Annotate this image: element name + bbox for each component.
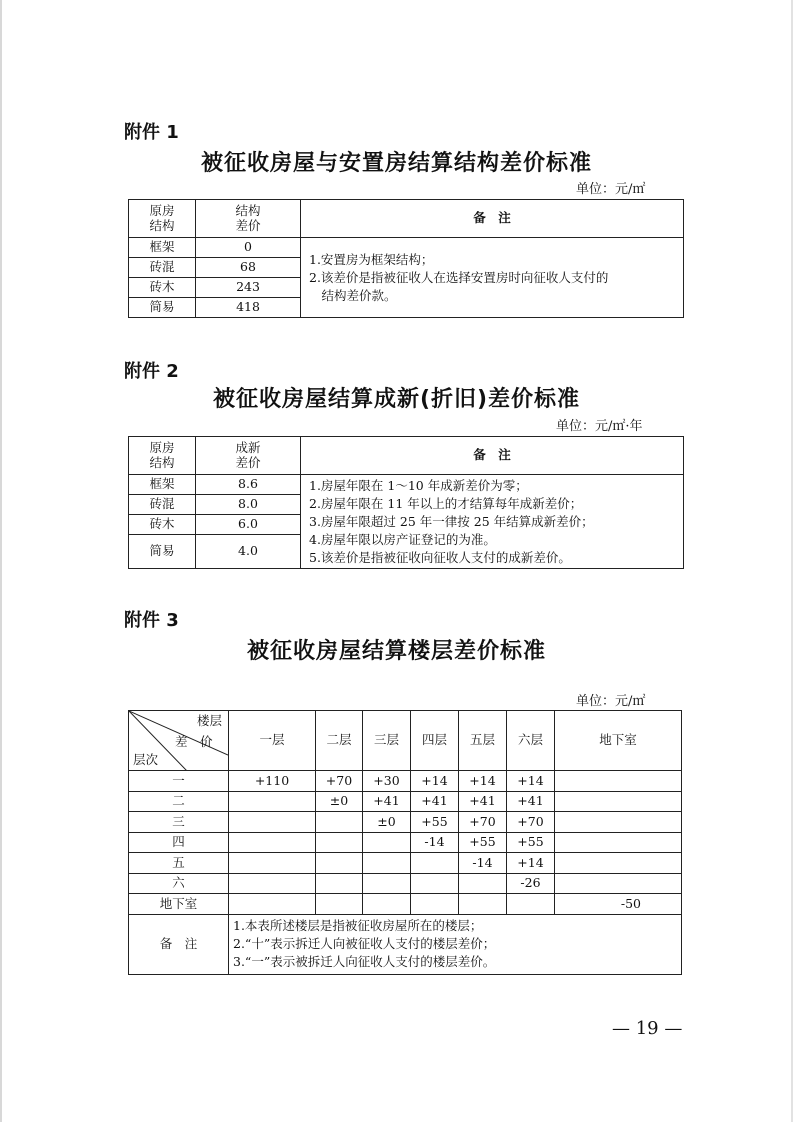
row-structure: 砖木 [129,278,196,298]
attachment-3-label: 附件 3 [124,610,179,631]
floor-price-cell [363,873,411,894]
row-value: 418 [196,298,301,318]
floor-price-cell [555,853,682,874]
column-header: 地下室 [555,711,682,771]
floor-row [129,832,682,853]
floor-rows [129,771,682,915]
floor-price-cell [459,873,507,894]
row-value: 243 [196,278,301,298]
floor-price-cell [229,853,316,874]
depreciation-price-table [128,436,684,569]
floor-row-label: 四 [129,832,229,853]
row-structure: 框架 [129,475,196,495]
corner-floor-label: 楼层 [196,713,222,728]
floor-row [129,873,682,894]
row-value: 68 [196,258,301,278]
remark-line: 5.该差价是指被征收向征收人支付的成新差价。 [309,549,571,565]
remark-line: 3.“一”表示被拆迁人向征收人支付的楼层差价。 [233,954,496,969]
attachment-2-unit: 单位：元/㎡·年 [556,419,643,434]
row-structure: 框架 [129,238,196,258]
floor-price-cell: +70 [316,771,363,792]
attachment-2-title: 被征收房屋结算成新(折旧)差价标准 [212,387,581,412]
remark-line: 4.房屋年限以房产证登记的为准。 [309,531,496,547]
remark-line: 1.本表所述楼层是指被征收房屋所在的楼层； [233,918,483,933]
floor-price-cell: +14 [507,771,555,792]
attachment-1-unit: 单位：元/㎡ [576,182,646,197]
floor-price-cell [411,894,459,915]
floor-price-cell: ±0 [316,791,363,812]
floor-price-cell [363,894,411,915]
corner-price-label: 差 价 [175,734,213,749]
structure-price-table [128,199,684,318]
attachment-1-label: 附件 1 [124,122,179,143]
floor-row-label: 地下室 [129,894,229,915]
page-number: — 19 — [612,1018,683,1039]
floor-price-cell: +30 [363,771,411,792]
floor-price-cell [555,791,682,812]
remarks-cell [229,914,682,974]
remark-line: 1.安置房为框架结构； [309,251,434,267]
floor-price-cell: +14 [507,853,555,874]
floor-price-cell [316,812,363,833]
floor-row-label: 六 [129,873,229,894]
remarks-cell [301,238,684,318]
column-header: 六层 [507,711,555,771]
row-value: 6.0 [196,515,301,535]
row-value: 8.0 [196,495,301,515]
floor-price-cell [229,812,316,833]
attachment-1-title: 被征收房屋与安置房结算结构差价标准 [200,151,592,176]
floor-row-label: 三 [129,812,229,833]
remarks-label: 备 注 [129,914,229,974]
remark-line: 2.该差价是指被征收人在选择安置房时向征收人支付的 [309,269,609,285]
header-remarks: 备 注 [301,200,684,238]
floor-row-label: 五 [129,853,229,874]
row-structure: 砖混 [129,495,196,515]
floor-price-cell: -26 [507,873,555,894]
floor-price-cell: +41 [507,791,555,812]
floor-price-cell: +55 [459,832,507,853]
floor-price-cell: +14 [411,771,459,792]
column-header: 二层 [316,711,363,771]
floor-price-cell: +55 [507,832,555,853]
floor-row [129,853,682,874]
column-header: 五层 [459,711,507,771]
header-structure: 原房 结构 [129,437,196,475]
floor-price-cell [229,791,316,812]
floor-row-label: 一 [129,771,229,792]
floor-row [129,771,682,792]
floor-price-cell [411,873,459,894]
floor-price-table [128,710,682,975]
floor-price-cell [316,832,363,853]
floor-price-cell: -14 [459,853,507,874]
floor-price-cell [229,832,316,853]
floor-price-cell [507,894,555,915]
floor-price-cell [229,873,316,894]
floor-price-cell [555,771,682,792]
floor-price-cell [459,894,507,915]
floor-price-cell: +110 [229,771,316,792]
floor-price-cell [316,894,363,915]
floor-price-cell [363,853,411,874]
floor-row-label: 二 [129,791,229,812]
floor-price-cell: +41 [459,791,507,812]
row-structure: 简易 [129,298,196,318]
floor-price-cell: +14 [459,771,507,792]
header-remarks: 备 注 [301,437,684,475]
remark-line: 2.房屋年限在 11 年以上的才结算每年成新差价； [309,495,583,511]
floor-price-cell: ±0 [363,812,411,833]
floor-price-cell: +41 [411,791,459,812]
floor-price-cell: +70 [507,812,555,833]
attachment-2-label: 附件 2 [124,361,179,382]
header-price: 结构 差价 [196,200,301,238]
floor-price-cell: +70 [459,812,507,833]
floor-price-cell [555,832,682,853]
row-value: 0 [196,238,301,258]
floor-price-cell [229,894,316,915]
remark-line: 结构差价款。 [309,287,397,303]
remarks-cell [301,475,684,569]
floor-price-cell: +55 [411,812,459,833]
row-structure: 简易 [129,535,196,569]
remark-line: 2.“十”表示拆迁人向被征收人支付的楼层差价； [233,936,496,951]
attachment-3-title: 被征收房屋结算楼层差价标准 [246,639,546,664]
column-header: 三层 [363,711,411,771]
floor-price-cell [316,873,363,894]
floor-price-cell [363,832,411,853]
row-structure: 砖木 [129,515,196,535]
floor-price-cell [316,853,363,874]
floor-row [129,894,682,915]
remark-line: 1.房屋年限在 1～10 年成新差价为零； [309,477,528,493]
corner-cell [129,711,229,771]
corner-level-label: 层次 [133,752,159,767]
column-header: 一层 [229,711,316,771]
header-structure: 原房 结构 [129,200,196,238]
row-value: 8.6 [196,475,301,495]
floor-row [129,791,682,812]
floor-price-cell [411,853,459,874]
attachment-3-unit: 单位：元/㎡ [576,694,646,709]
header-price: 成新 差价 [196,437,301,475]
remark-line: 3.房屋年限超过 25 年一律按 25 年结算成新差价； [309,513,594,529]
floor-price-cell [555,812,682,833]
floor-price-cell: +41 [363,791,411,812]
floor-price-cell: -14 [411,832,459,853]
floor-price-cell [555,873,682,894]
column-header: 四层 [411,711,459,771]
row-value: 4.0 [196,535,301,569]
row-structure: 砖混 [129,258,196,278]
floor-price-cell: -50 [555,894,682,915]
floor-row [129,812,682,833]
